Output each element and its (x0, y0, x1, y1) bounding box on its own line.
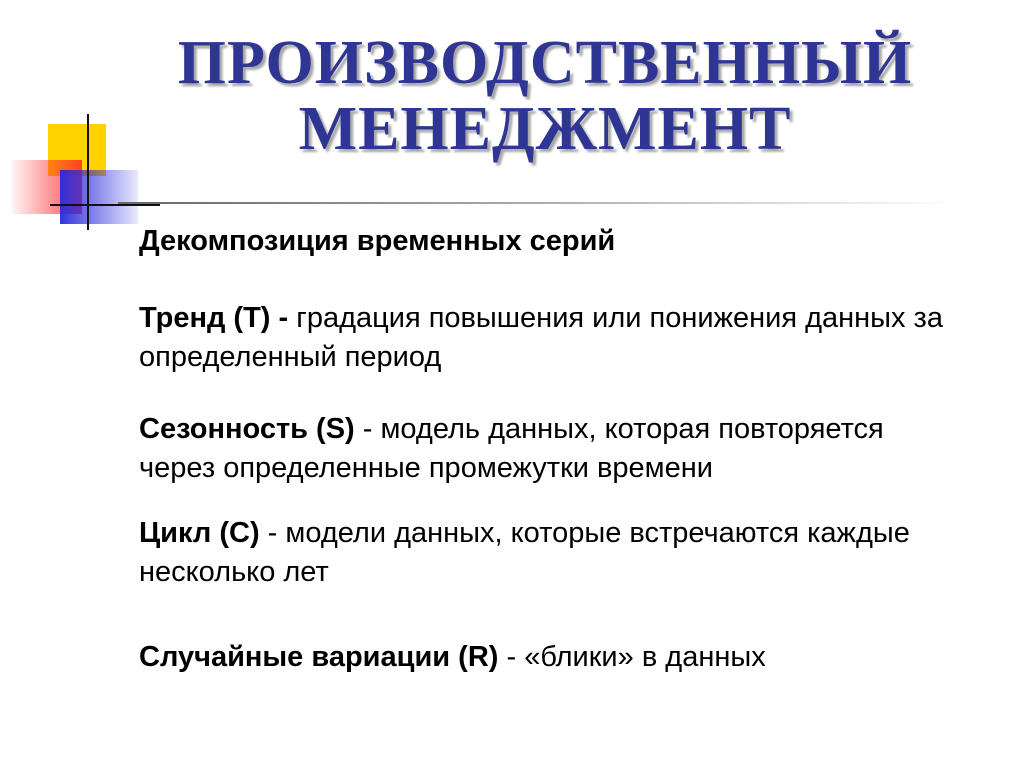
title-divider (118, 202, 958, 204)
vertical-line (87, 114, 89, 230)
item-trend (139, 299, 959, 377)
horizontal-line (50, 204, 160, 206)
item-cycle (139, 514, 959, 592)
title-line-1: ПРОИЗВОДСТВЕННЫЙ (177, 29, 913, 97)
blue-square (60, 170, 138, 224)
item-term: Сезонность (S) (139, 413, 355, 445)
item-definition: градация повышения или понижения данных за определенный период (139, 302, 943, 373)
item-definition: - модели данных, которые встречаются каждые несколько лет (139, 517, 910, 588)
item-seasonality (139, 410, 959, 488)
slide-title (120, 30, 970, 162)
slide-subtitle: Декомпозиция временных серий (139, 225, 616, 257)
item-random-variation (139, 638, 959, 677)
slide-body (139, 222, 959, 677)
item-definition: - «блики» в данных (498, 641, 766, 673)
item-term: Случайные вариации (R) (139, 641, 499, 673)
item-term: Цикл (C) (139, 517, 260, 549)
item-term: Тренд (T) - (139, 302, 289, 334)
item-definition: - модель данных, которая повторяется через определенные промежутки времени (139, 413, 884, 484)
title-line-2: МЕНЕДЖМЕНТ (298, 95, 792, 163)
